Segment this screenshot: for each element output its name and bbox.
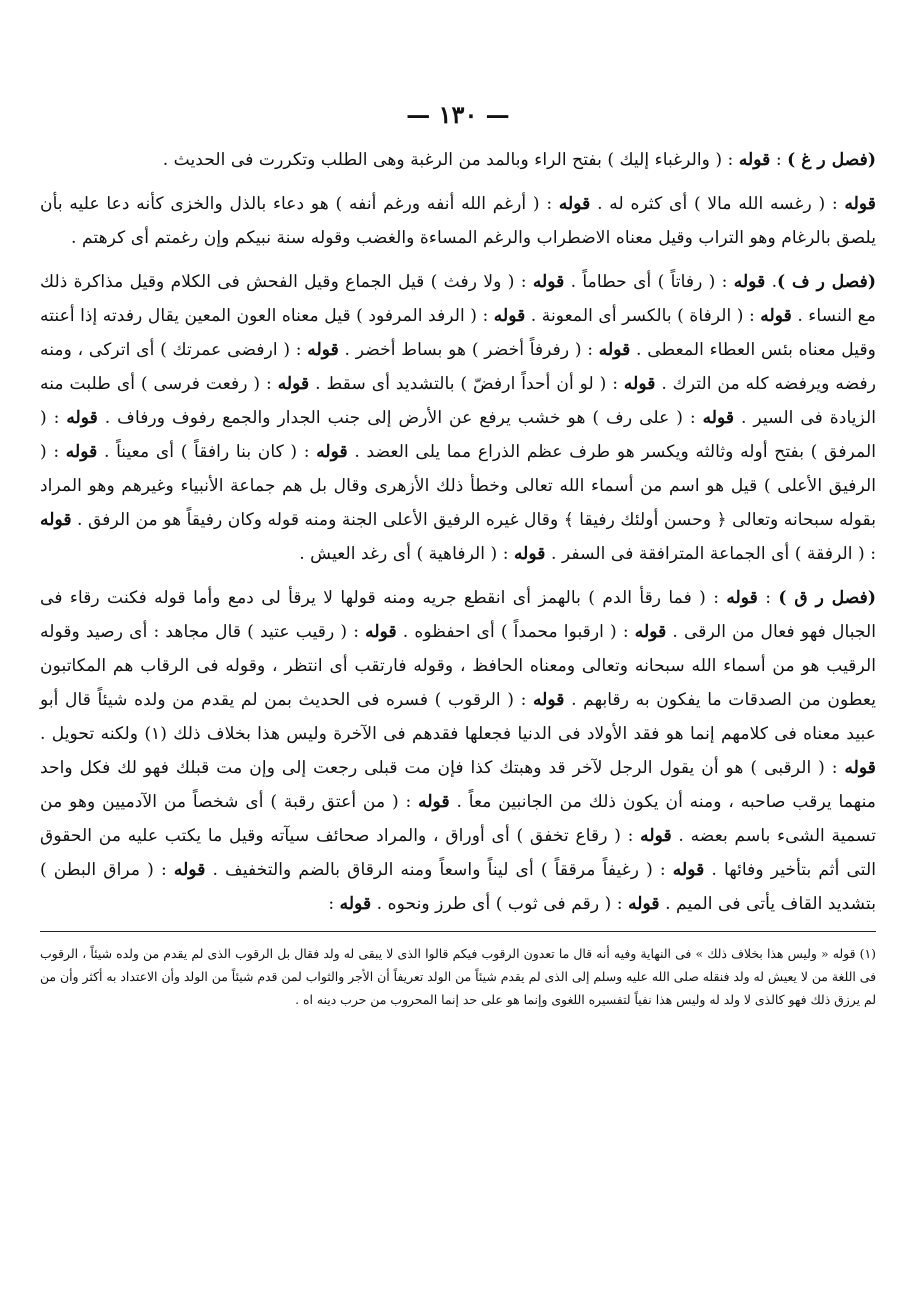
bold-keyword: قوله: [726, 588, 758, 608]
text-segment: :: [757, 588, 779, 608]
bold-keyword: قوله: [513, 544, 546, 564]
text-segment: .: [765, 272, 778, 292]
text-segment: : ( رغيفاً مرققاً ) أى ليناً واسعاً ومنه الرقاق بالضم والتخفيف .: [205, 860, 673, 880]
bold-keyword: قوله: [65, 442, 98, 462]
bold-keyword: قوله: [40, 510, 72, 530]
text-segment: : ( مراق البطن ) بتشديد القاف يأتى فى الميم .: [40, 860, 876, 914]
entry-paragraph: [40, 265, 876, 571]
bold-keyword: (فصل ر ق ): [778, 588, 876, 608]
text-segment: : ( كان بنا رافقاً ) أى معيناً .: [97, 442, 317, 462]
bold-keyword: قوله: [738, 150, 771, 170]
bold-keyword: قوله: [307, 340, 339, 360]
bold-keyword: قوله: [640, 826, 672, 846]
bold-keyword: قوله: [418, 792, 450, 812]
book-page: [40, 95, 876, 1275]
bold-keyword: (فصل ر ف ): [777, 272, 876, 292]
entry-paragraph: [40, 187, 876, 255]
bold-keyword: قوله: [598, 340, 631, 360]
bold-keyword: قوله: [365, 622, 397, 642]
bold-keyword: قوله: [558, 194, 591, 214]
bold-keyword: قوله: [316, 442, 348, 462]
bold-keyword: قوله: [493, 306, 526, 326]
text-segment: : ( الرفقة ) أى الجماعة المترافقة فى السفر .: [545, 544, 876, 564]
text-segment: : ( لو أن أحداً ارفضّ ) بالتشديد أى سقط .: [309, 374, 624, 394]
text-segment: : ( رقم فى ثوب ) أى طرز ونحوه .: [371, 894, 629, 914]
footnote-text: (١) قوله « وليس هذا بخلاف ذلك » فى النهاية وفيه أنه قال ما تعدون الرقوب فيكم قالوا الذى لا يبقى له ولد فقال بل الرقوب الذى لم يقدم من ولده شيئاً ، الرقوب فى اللغة من لا يعيش له ولد فنقله صلى الله عليه وسلم إلى الذى لم يقدم شيئاً من الولد تعريفاً أن الأجر والثواب لمن قدم شيئاً من الولد وأن الاعتداد به أكثر وأن من لم يرزق ذلك فهو كالذى لا ولد له وليس هذا نفياً لتفسيره اللغوى وإنما هو على حد إنما المحروب من حرب دينه اه .: [40, 946, 876, 1007]
bold-keyword: قوله: [702, 408, 735, 428]
text-segment: : ( الرقوب ) فسره فى الحديث بمن لم يقدم من ولده شيئاً قال أبو عبيد معناه فى كلامهم إنما هو فقد الأولاد فى الدنيا فجعلها فقدهم فى الآخرة وليس هذا بخلاف ذلك (١) ولكنه تحويل .: [40, 690, 876, 744]
text-segment: : ( رفاتاً ) أى حطاماً .: [564, 272, 734, 292]
text-segment: : ( أرغم الله أنفه ورغم أنفه ) هو دعاء بالذل والخزى كأنه دعا عليه بأن يلصق بالرغام وهو التراب وقيل معناه الاضطراب والرغم المساءة والغضب وقوله سنة نبيكم وإن رغمتم أى كرهتم .: [40, 194, 876, 248]
text-segment: : ( الرفيق الأعلى ) قيل هو اسم من أسماء الله تعالى وخطأ ذلك الأزهرى وقال بل هم جماعة الأنبياء وغيرهم وهو المراد بقوله سبحانه وتعالى ﴿ وحسن أولئك رفيقا ﴾ وقال غيره الرفيق الأعلى الجنة ومنه قوله وكان رفيقاً هو من الرفق .: [40, 442, 876, 530]
text-segment: : ( من أعتق رقبة ) أى شخصاً من الآدميين وهو من تسمية الشىء باسم بعضه .: [40, 792, 876, 846]
bold-keyword: قوله: [532, 690, 565, 710]
main-text: [40, 143, 876, 921]
footnote: [40, 942, 876, 1011]
text-segment: : ( رغسه الله مالا ) أى كثره له .: [590, 194, 845, 214]
text-segment: : ( فما رقأ الدم ) بالهمز أى انقطع جريه ومنه قولها لا يرقأ لى دمع وأما قوله فكنت رقاء فى الجبال فهو فعال من الرقى .: [40, 588, 877, 642]
bold-keyword: قوله: [66, 408, 98, 428]
entry-paragraph: [40, 143, 876, 177]
text-segment: :: [770, 150, 788, 170]
bold-keyword: قوله: [532, 272, 565, 292]
text-segment: : ( ارفضى عمرتك ) أى اتركى ، ومنه رفضه ويرفضه كله من الترك .: [40, 340, 876, 394]
text-segment: : ( ارقبوا محمداً ) أى احفظوه .: [396, 622, 635, 642]
text-segment: : ( والرغباء إليك ) بفتح الراء وبالمد من الرغبة وهى الطلب وتكررت فى الحديث .: [162, 150, 739, 170]
text-segment: : ( على رف ) هو خشب يرفع عن الأرض إلى جنب الجدار والجمع رفوف ورفاف .: [97, 408, 703, 428]
bold-keyword: قوله: [844, 758, 876, 778]
bold-keyword: قوله: [844, 194, 876, 214]
text-segment: : ( المرفق ) بفتح أوله وثالثه ويكسر هو طرف عظم الذراع مما يلى العضد .: [40, 408, 876, 462]
bold-keyword: قوله: [339, 894, 372, 914]
bold-keyword: قوله: [277, 374, 310, 394]
bold-keyword: قوله: [623, 374, 656, 394]
bold-keyword: قوله: [733, 272, 766, 292]
footnote-divider: [40, 931, 876, 932]
text-segment: : ( الرفاة ) بالكسر أى المعونة .: [525, 306, 761, 326]
text-segment: : ( رفعت فرسى ) أى طلبت منه الزيادة فى السير .: [40, 374, 876, 428]
text-segment: : ( رفرفاً أخضر ) هو بساط أخضر .: [338, 340, 599, 360]
bold-keyword: (فصل ر غ ): [787, 150, 876, 170]
text-segment: : ( ولا رفث ) قيل الجماع وقيل الفحش فى الكلام وقيل مذاكرة ذلك مع النساء .: [40, 272, 876, 326]
text-segment: :: [328, 894, 340, 914]
bold-keyword: قوله: [173, 860, 206, 880]
text-segment: : ( الرفد المرفود ) قيل معناه العون المعين يقال رفدته إذا أعنته وقيل معناه بئس العطاء المعطى .: [40, 306, 876, 360]
bold-keyword: قوله: [634, 622, 667, 642]
text-segment: : ( رقاع تخفق ) أى أوراق ، والمراد صحائف سيآته وقيل ما يكتب عليه من الحقوق التى أثم بتأخير وفائها .: [40, 826, 876, 880]
entry-paragraph: [40, 581, 876, 921]
bold-keyword: قوله: [628, 894, 660, 914]
bold-keyword: قوله: [760, 306, 792, 326]
text-segment: : ( رقيب عتيد ) قال مجاهد : أى رصيد وقوله الرقيب هو من أسماء الله سبحانه وتعالى ومعناه الحافظ ، وقوله فارتقب أى انتظر ، وقوله فى الرقاب هم المكاتبون يعطون من الصدقات ما يفكون به رقابهم .: [40, 622, 876, 710]
page-number: — ١٣٠ —: [406, 100, 510, 129]
text-segment: : ( الرفاهية ) أى رغد العيش .: [299, 544, 514, 564]
text-segment: : ( الرقبى ) هو أن يقول الرجل لآخر قد وهبتك كذا فإن مت قبلى رجعت إلى وإن مت قبلك فهو لك فكل واحد منهما يرقب صاحبه ، ومنه أن يكون ذلك من الجانبين معاً .: [40, 758, 876, 812]
bold-keyword: قوله: [672, 860, 705, 880]
